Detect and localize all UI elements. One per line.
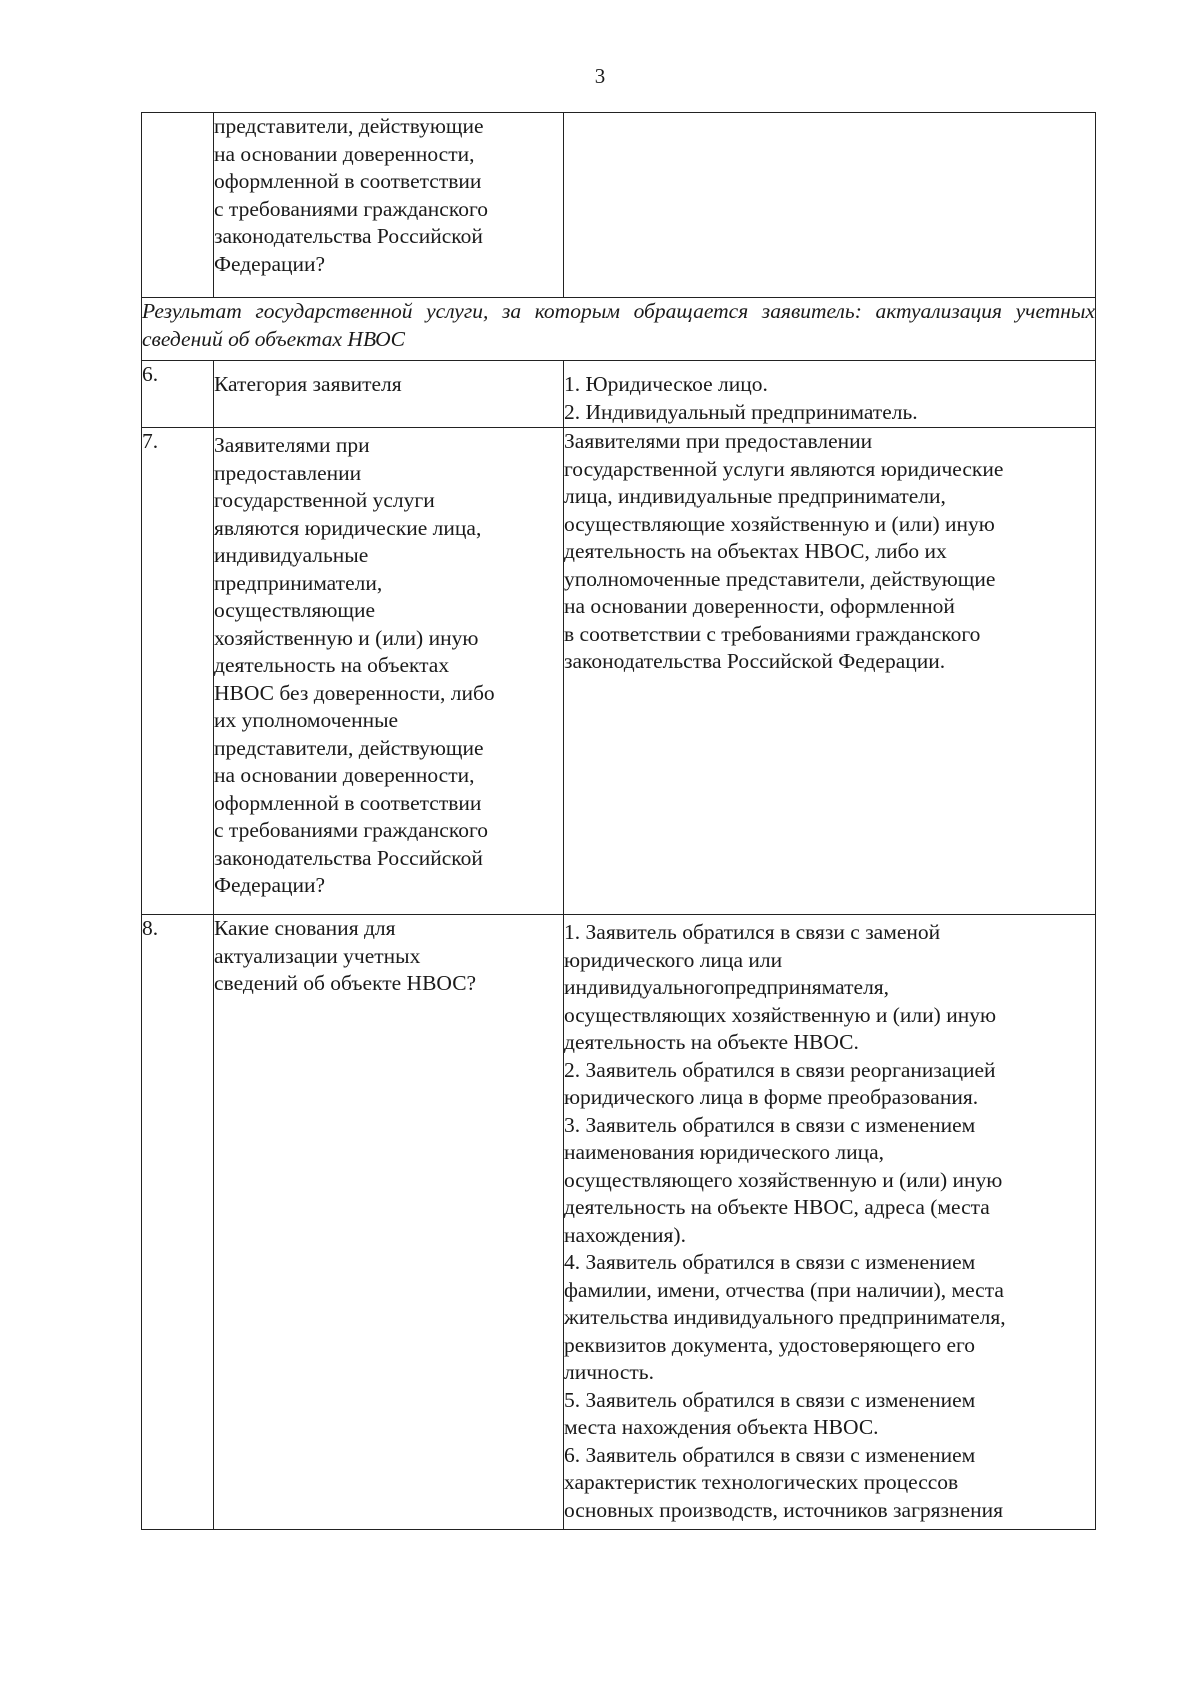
- cell-text-line: оформленной в соответствии: [214, 169, 482, 193]
- cell-text-line: индивидуальные: [214, 543, 369, 567]
- cell-text-line: законодательства Российской: [214, 845, 483, 870]
- cell-text-line: оформленной в соответствии: [214, 790, 482, 815]
- cell-text-line: 2. Индивидуальный предприниматель.: [564, 399, 918, 424]
- cell-text-line: с требованиями гражданского: [214, 818, 488, 842]
- cell-text-line: 2. Заявитель обратился в связи реорганизацией: [564, 1057, 996, 1082]
- row-number-cell: [142, 113, 214, 298]
- cell-text-line: 6. Заявитель обратился в связи с изменением: [564, 1442, 976, 1467]
- cell-text-line: нахождения).: [564, 1222, 686, 1247]
- cell-text-line: на основании доверенности,: [214, 763, 475, 787]
- row-number-cell: 7.: [142, 428, 214, 915]
- cell-text-line: наименования юридического лица,: [564, 1140, 885, 1164]
- cell-text-line: на основании доверенности,: [214, 141, 475, 166]
- section-title: Результат государственной услуги, за которым обращается заявитель: актуализация учетных сведений об объектах НВОС: [142, 298, 1096, 361]
- question-cell: [214, 361, 564, 428]
- answer-cell: [564, 113, 1096, 298]
- cell-text-line: жительства индивидуального предпринимателя,: [564, 1305, 1006, 1329]
- cell-text-line: осуществляющие: [214, 598, 376, 622]
- cell-text-line: фамилии, имени, отчества (при наличии), места: [564, 1277, 1004, 1302]
- cell-text-line: юридического лица или: [564, 947, 783, 972]
- row-number-cell: 6.: [142, 361, 214, 428]
- cell-text-line: Федерации?: [214, 873, 326, 897]
- cell-text-line: актуализации учетных: [214, 943, 421, 968]
- cell-text-line: деятельность на объектах: [214, 653, 450, 677]
- cell-text-line: индивидуальногопредпринямателя,: [564, 975, 890, 999]
- cell-text-line: уполномоченные представители, действующие: [564, 566, 996, 591]
- cell-text-line: осуществляющие хозяйственную и (или) иную: [564, 511, 995, 536]
- cell-text-line: личность.: [564, 1360, 654, 1384]
- cell-text-line: с требованиями гражданского: [214, 196, 488, 221]
- cell-text-line: реквизитов документа, удостоверяющего его: [564, 1332, 976, 1357]
- cell-text-line: характеристик технологических процессов: [564, 1470, 959, 1494]
- cell-text-line: их уполномоченные: [214, 708, 399, 732]
- cell-text-line: сведений об объекте НВОС?: [214, 971, 477, 995]
- table-row: [142, 428, 1096, 915]
- answer-cell: [564, 428, 1096, 915]
- cell-text-line: осуществляющих хозяйственную и (или) иную: [564, 1002, 997, 1027]
- cell-text-line: представители, действующие: [214, 114, 484, 138]
- cell-text-line: предприниматели,: [214, 570, 383, 595]
- cell-text-line: Федерации?: [214, 251, 326, 276]
- answer-cell: [564, 361, 1096, 428]
- table-row: [142, 361, 1096, 428]
- cell-text-line: предоставлении: [214, 460, 362, 485]
- question-cell: [214, 915, 564, 1530]
- cell-text-line: в соответствии с требованиями гражданского: [564, 621, 981, 646]
- cell-text-line: 1. Юридическое лицо.: [564, 372, 768, 396]
- cell-text-line: государственной услуги: [214, 488, 435, 512]
- table-row: [142, 915, 1096, 1530]
- cell-text-line: Какие снования для: [214, 916, 396, 940]
- cell-text-line: законодательства Российской Федерации.: [564, 649, 946, 673]
- cell-text-line: деятельность на объекте НВОС, адреса (места: [564, 1195, 990, 1219]
- row-number-cell: 8.: [142, 915, 214, 1530]
- cell-text-line: на основании доверенности, оформленной: [564, 594, 955, 618]
- cell-text-line: деятельность на объекте НВОС.: [564, 1030, 859, 1054]
- services-table: [141, 112, 1096, 1530]
- cell-text-line: лица, индивидуальные предприниматели,: [564, 484, 946, 508]
- cell-text-line: Категория заявителя: [214, 372, 402, 396]
- cell-text-line: места нахождения объекта НВОС.: [564, 1415, 879, 1439]
- page-number: 3: [594, 64, 606, 88]
- cell-text-line: юридического лица в форме преобразования.: [564, 1085, 979, 1109]
- cell-text-line: Заявителями при предоставлении: [564, 429, 873, 453]
- cell-text-line: 1. Заявитель обратился в связи с заменой: [564, 920, 941, 944]
- cell-text-line: осуществляющего хозяйственную и (или) иную: [564, 1167, 1003, 1192]
- cell-text-line: Заявителями при: [214, 433, 370, 457]
- table-row: [142, 113, 1096, 298]
- cell-text-line: государственной услуги являются юридические: [564, 456, 1004, 481]
- section-header-row: [142, 298, 1096, 361]
- question-cell: [214, 113, 564, 298]
- cell-text-line: 4. Заявитель обратился в связи с изменением: [564, 1250, 976, 1274]
- cell-text-line: деятельность на объектах НВОС, либо их: [564, 539, 947, 563]
- cell-text-line: представители, действующие: [214, 735, 484, 760]
- answer-cell: [564, 915, 1096, 1530]
- cell-text-line: хозяйственную и (или) иную: [214, 625, 479, 650]
- cell-text-line: законодательства Российской: [214, 224, 483, 248]
- question-cell: [214, 428, 564, 915]
- cell-text-line: основных производств, источников загрязнения: [564, 1497, 1003, 1522]
- cell-text-line: 3. Заявитель обратился в связи с изменением: [564, 1112, 976, 1137]
- cell-text-line: являются юридические лица,: [214, 515, 482, 540]
- cell-text-line: 5. Заявитель обратился в связи с изменением: [564, 1387, 976, 1412]
- cell-text-line: НВОС без доверенности, либо: [214, 680, 495, 705]
